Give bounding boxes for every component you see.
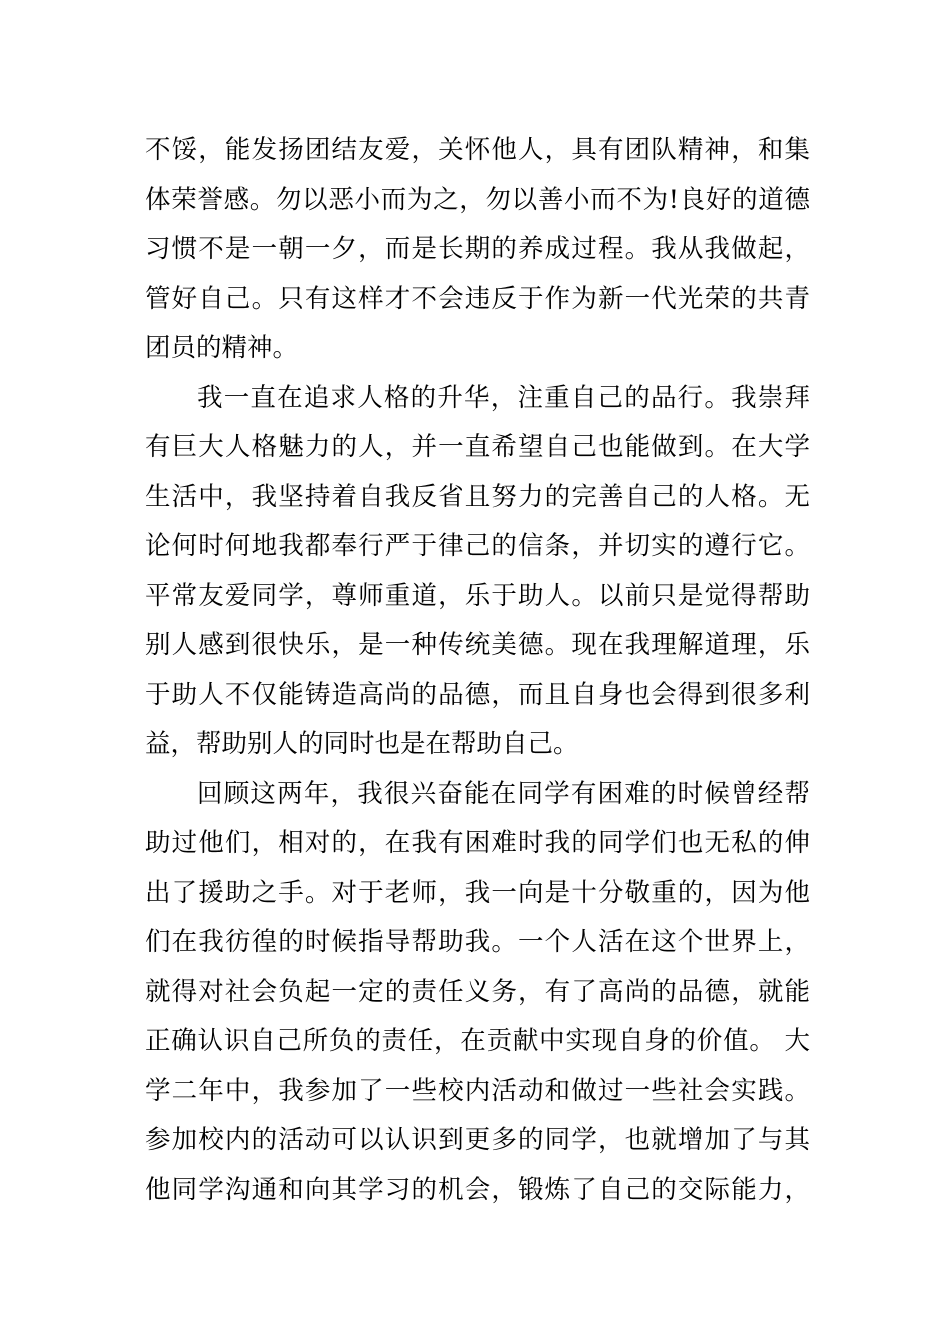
text-line: 出了援助之手。对于老师，我一向是十分敬重的，因为他	[145, 877, 810, 908]
text-line: 管好自己。只有这样才不会违反于作为新一代光荣的共青	[145, 283, 810, 314]
text-line: 别人感到很快乐，是一种传统美德。现在我理解道理，乐	[145, 630, 810, 660]
text-line: 正确认识自己所负的责任，在贡献中实现自身的价值。 大	[145, 1026, 810, 1056]
paragraph-2	[145, 374, 810, 770]
text-line: 助过他们，相对的，在我有困难时我的同学们也无私的伸	[145, 828, 810, 858]
text-line: 就得对社会负起一定的责任义务，有了高尚的品德，就能	[145, 976, 810, 1007]
text-line: 他同学沟通和向其学习的机会，锻炼了自己的交际能力，	[145, 1174, 810, 1205]
text-line: 不馁，能发扬团结友爱，关怀他人，具有团队精神，和集	[145, 135, 810, 165]
text-line: 回顾这两年，我很兴奋能在同学有困难的时候曾经帮	[197, 778, 810, 809]
text-line: 习惯不是一朝一夕，而是长期的养成过程。我从我做起，	[145, 234, 810, 264]
text-line: 团员的精神。	[145, 333, 299, 363]
paragraph-3	[145, 770, 810, 1216]
text-line: 们在我彷徨的时候指导帮助我。一个人活在这个世界上，	[145, 927, 810, 957]
text-line: 益，帮助别人的同时也是在帮助自己。	[145, 729, 579, 759]
text-line: 有巨大人格魅力的人，并一直希望自己也能做到。在大学	[145, 432, 810, 462]
paragraph-1	[145, 126, 810, 374]
text-line: 平常友爱同学，尊师重道，乐于助人。以前只是觉得帮助	[145, 580, 810, 611]
text-line: 学二年中，我参加了一些校内活动和做过一些社会实践。	[145, 1075, 810, 1106]
body-text	[145, 126, 810, 1215]
text-line: 生活中，我坚持着自我反省且努力的完善自己的人格。无	[145, 481, 810, 512]
text-line: 我一直在追求人格的升华，注重自己的品行。我崇拜	[197, 382, 810, 413]
text-line: 论何时何地我都奉行严于律己的信条，并切实的遵行它。	[145, 531, 810, 561]
text-line: 体荣誉感。勿以恶小而为之，勿以善小而不为!良好的道德	[145, 184, 810, 215]
text-line: 参加校内的活动可以认识到更多的同学，也就增加了与其	[145, 1125, 810, 1155]
text-line: 于助人不仅能铸造高尚的品德，而且自身也会得到很多利	[145, 679, 810, 710]
